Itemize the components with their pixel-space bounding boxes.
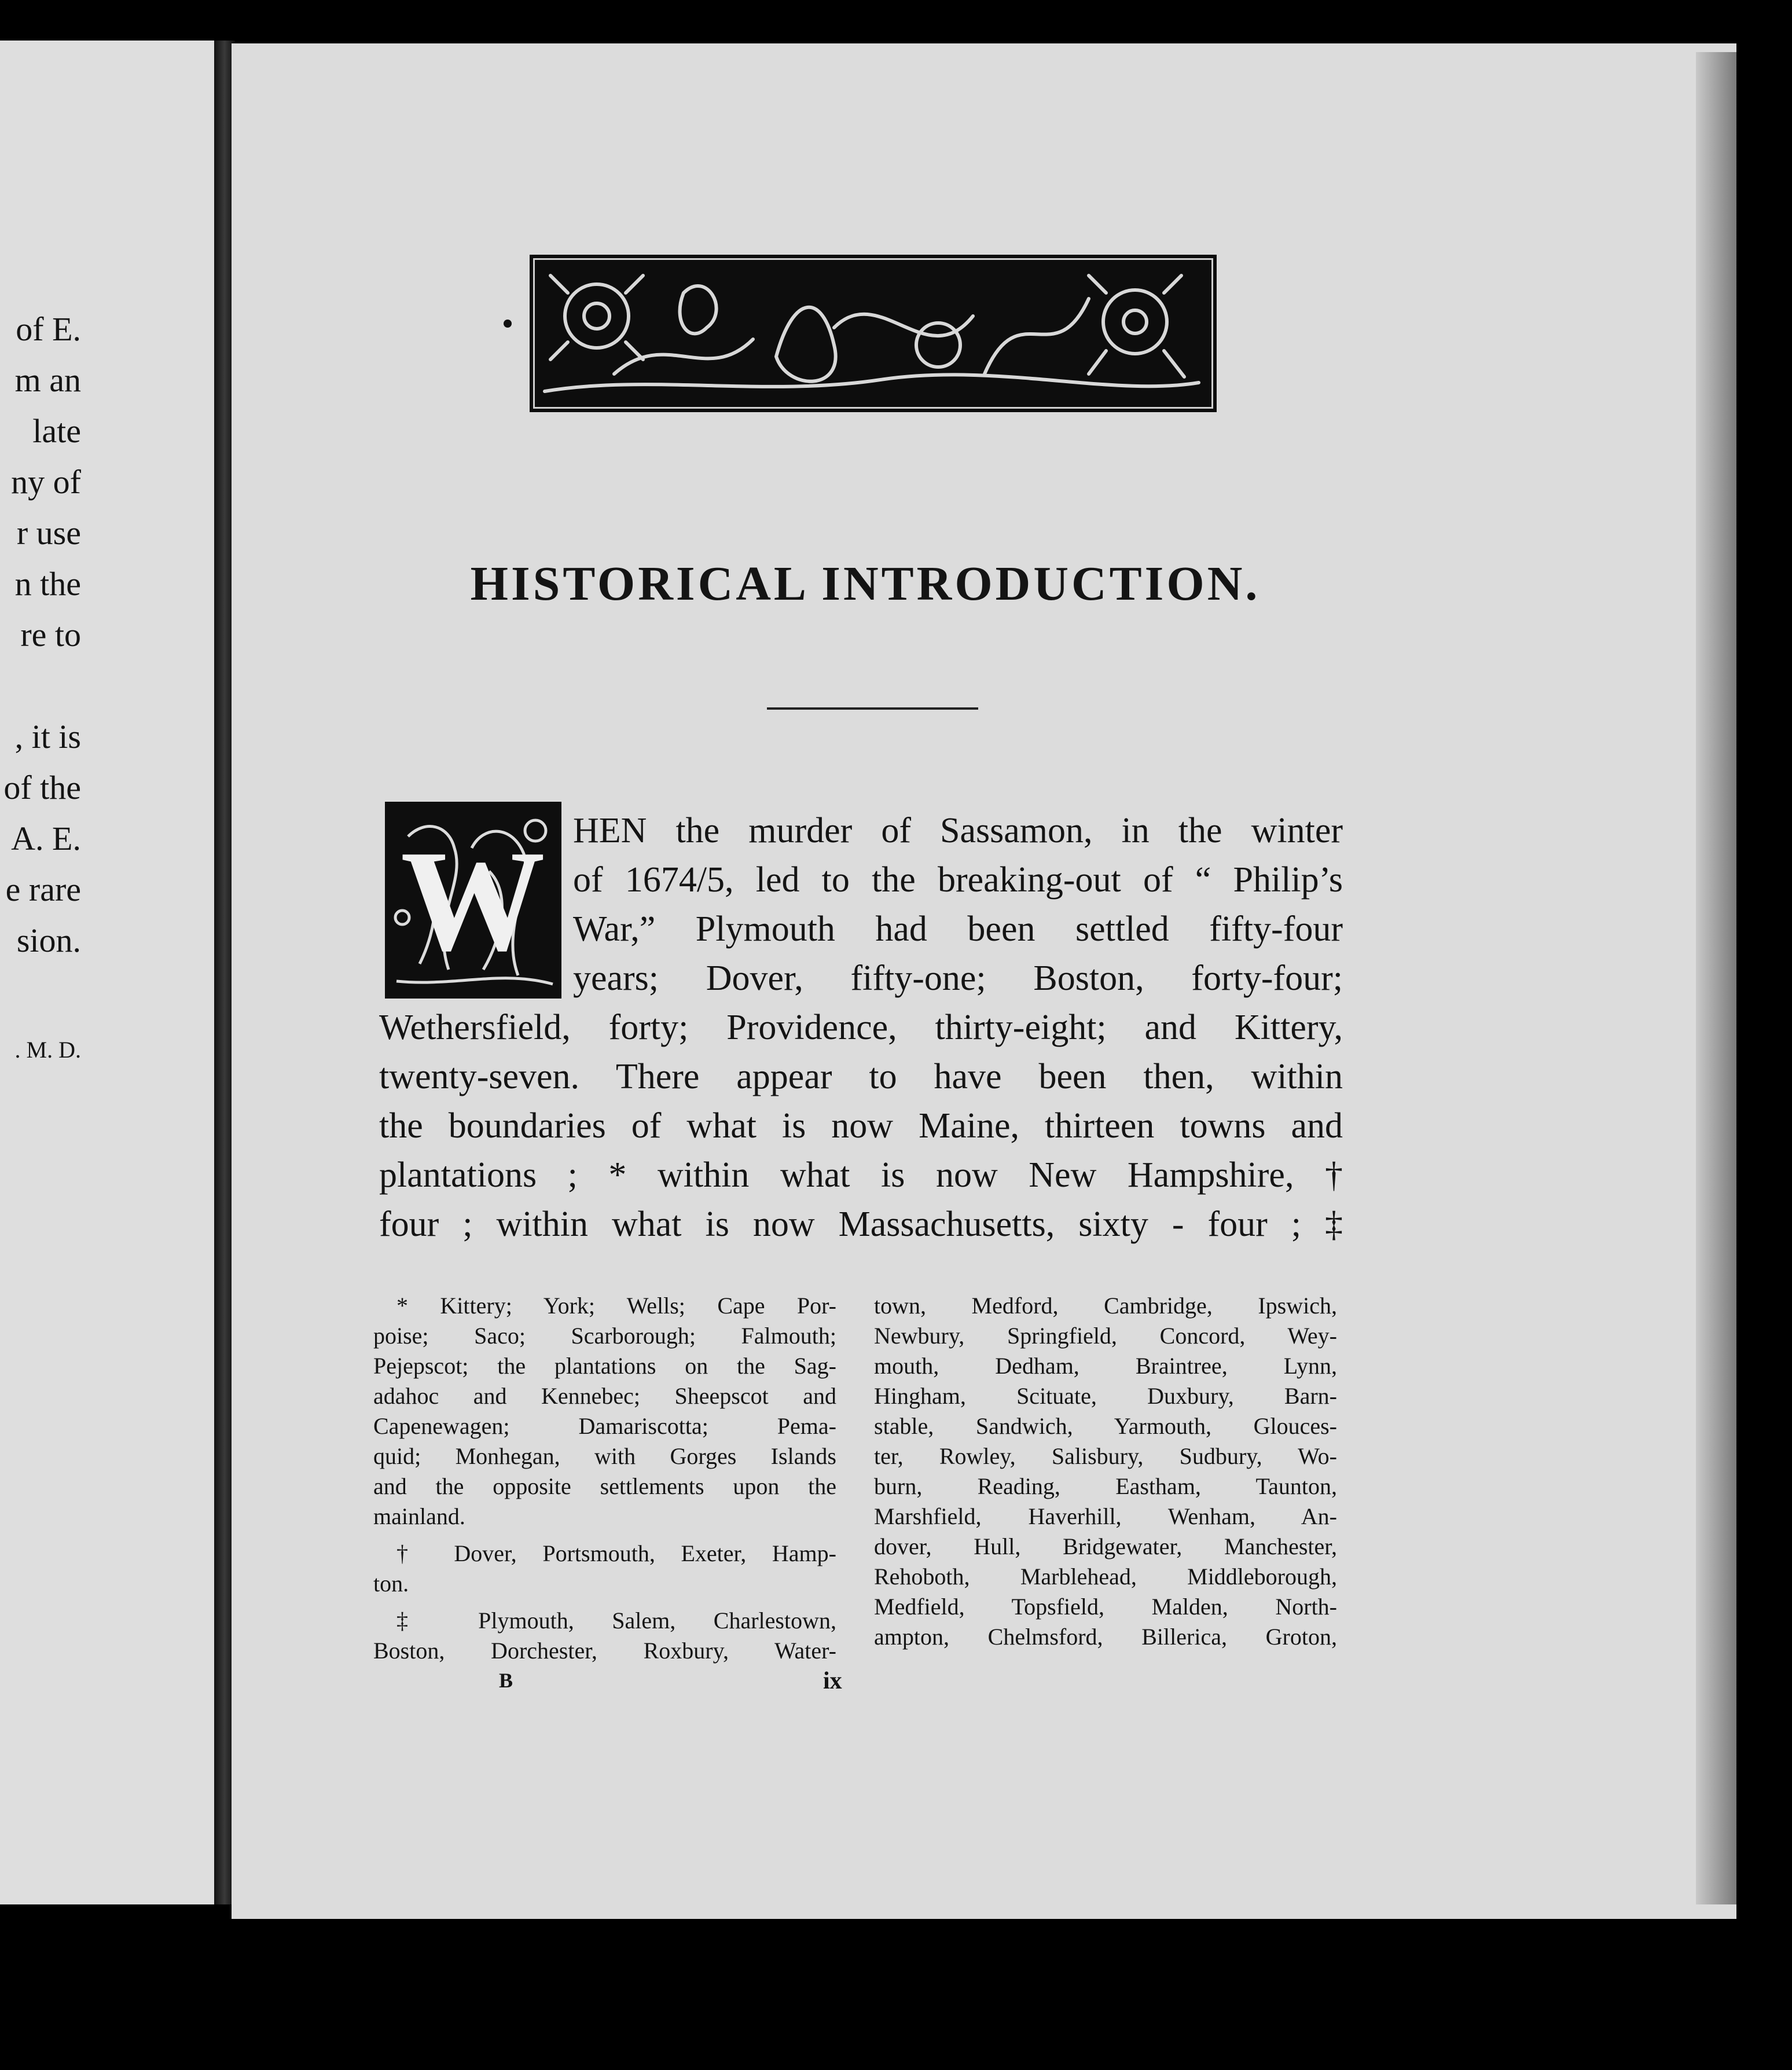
floral-ornament-icon: [533, 258, 1206, 402]
body-line: HEN the murder of Sassamon, in the winter: [573, 811, 1343, 850]
footnote-line: Hingham, Scituate, Duxbury, Barn-: [874, 1383, 1337, 1409]
footnote-line: dover, Hull, Bridgewater, Manchester,: [874, 1533, 1337, 1559]
footnote-line: ter, Rowley, Salisbury, Sudbury, Wo-: [874, 1443, 1337, 1469]
footnote-line: mainland.: [373, 1503, 465, 1529]
left-page-line: m an: [14, 361, 81, 399]
left-page-line: ny of: [11, 463, 81, 501]
left-page-line: r use: [16, 514, 81, 552]
footnote-line: ampton, Chelmsford, Billerica, Groton,: [874, 1624, 1337, 1650]
footnote-line: Medfield, Topsfield, Malden, North-: [874, 1594, 1337, 1620]
footnote-line: and the opposite settlements upon the: [373, 1473, 836, 1499]
decorated-initial: [385, 802, 561, 999]
footnote-line: stable, Sandwich, Yarmouth, Glouces-: [874, 1413, 1337, 1439]
ornamental-initial-icon: [385, 802, 561, 999]
body-line: the boundaries of what is now Maine, thirteen towns and: [379, 1106, 1343, 1146]
left-page-line: of E.: [16, 310, 81, 348]
left-page-line: , it is: [14, 718, 81, 755]
left-page-line: sion.: [16, 922, 81, 959]
left-page-line: n the: [14, 565, 81, 603]
footnote-line: Capenewagen; Damariscotta; Pema-: [373, 1413, 836, 1439]
dropcap-letter: W: [401, 821, 545, 981]
page-edge-shadow: [1696, 52, 1736, 1904]
left-page-line: late: [32, 412, 81, 450]
left-page-line: re to: [20, 616, 81, 654]
floral-headpiece-ornament: [530, 255, 1217, 412]
ornament-dot: [504, 320, 512, 328]
page-title: HISTORICAL INTRODUCTION.: [470, 557, 1261, 611]
left-page: [0, 41, 214, 1904]
footnote-line: Newbury, Springfield, Concord, Wey-: [874, 1323, 1337, 1349]
body-line: years; Dover, fifty-one; Boston, forty-four;: [573, 959, 1343, 998]
left-page-line: . M. D.: [14, 1037, 81, 1063]
footnote-line: Rehoboth, Marblehead, Middleborough,: [874, 1563, 1337, 1590]
footnote-line: * Kittery; York; Wells; Cape Por-: [396, 1293, 836, 1319]
footnote-line: mouth, Dedham, Braintree, Lynn,: [874, 1353, 1337, 1379]
body-line: plantations ; * within what is now New Hampshire, †: [379, 1155, 1343, 1195]
footnote-line: Pejepscot; the plantations on the Sag-: [373, 1353, 836, 1379]
footnote-line: adahoc and Kennebec; Sheepscot and: [373, 1383, 836, 1409]
left-page-line: A. E.: [11, 820, 81, 857]
footnote-line: ton.: [373, 1570, 409, 1596]
footnote-line: Boston, Dorchester, Roxbury, Water-: [373, 1638, 836, 1664]
title-rule: [767, 707, 978, 710]
left-page-line: e rare: [5, 871, 81, 908]
footnote-line: ‡ Plymouth, Salem, Charlestown,: [396, 1607, 836, 1634]
footnote-line: burn, Reading, Eastham, Taunton,: [874, 1473, 1337, 1499]
footnote-line: poise; Saco; Scarborough; Falmouth;: [373, 1323, 836, 1349]
body-line: four ; within what is now Massachusetts, sixty - four ; ‡: [379, 1205, 1343, 1244]
signature-mark: B: [499, 1669, 513, 1692]
footnote-line: † Dover, Portsmouth, Exeter, Hamp-: [396, 1540, 836, 1566]
footnote-line: quid; Monhegan, with Gorges Islands: [373, 1443, 836, 1469]
footnote-line: Marshfield, Haverhill, Wenham, An-: [874, 1503, 1337, 1529]
left-page-line: of the: [3, 769, 81, 806]
body-line: twenty-seven. There appear to have been then, within: [379, 1057, 1343, 1096]
page-number: ix: [823, 1668, 842, 1694]
body-line: Wethersfield, forty; Providence, thirty-eight; and Kittery,: [379, 1008, 1343, 1047]
body-line: War,” Plymouth had been settled fifty-four: [573, 909, 1343, 949]
footnote-line: town, Medford, Cambridge, Ipswich,: [874, 1293, 1337, 1319]
body-line: of 1674/5, led to the breaking-out of “ Philip’s: [573, 860, 1343, 900]
